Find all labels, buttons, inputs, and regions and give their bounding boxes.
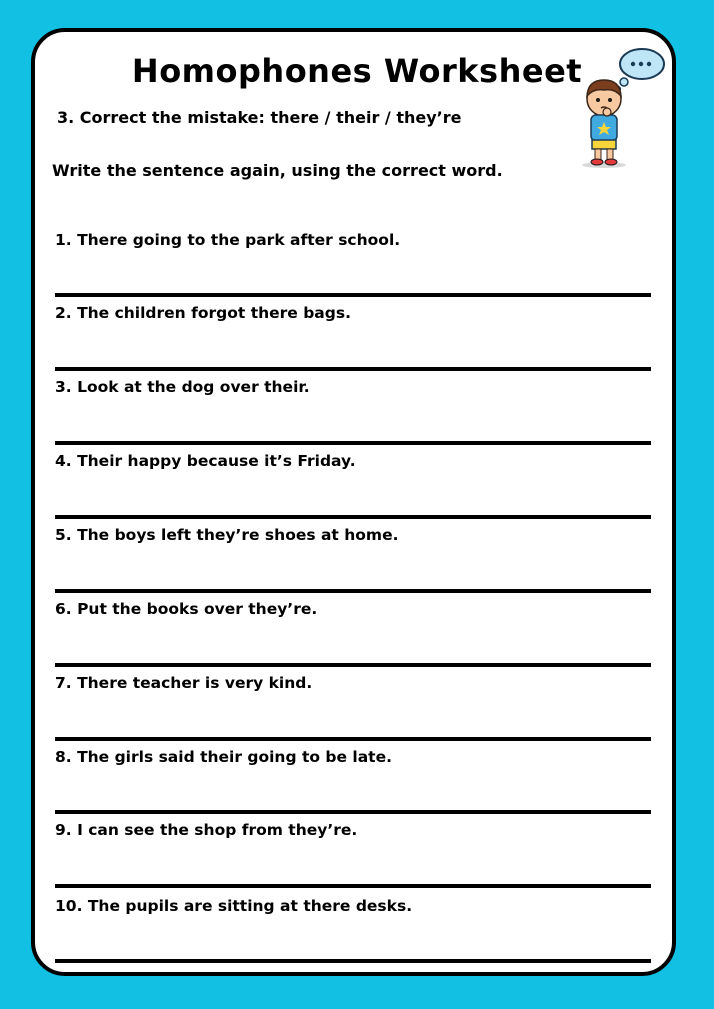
answer-line-10[interactable] <box>55 959 651 963</box>
answer-line-8[interactable] <box>55 810 651 814</box>
answer-line-7[interactable] <box>55 737 651 741</box>
thinking-boy-illustration <box>574 44 674 170</box>
thought-bubble-icon <box>616 49 665 92</box>
answer-line-1[interactable] <box>55 293 651 297</box>
question-7: 7. There teacher is very kind. <box>55 674 313 692</box>
worksheet-title: Homophones Worksheet <box>131 52 583 90</box>
section-subheading: 3. Correct the mistake: there / their / they’re <box>57 108 462 127</box>
answer-line-9[interactable] <box>55 884 651 888</box>
question-9: 9. I can see the shop from they’re. <box>55 821 358 839</box>
answer-line-6[interactable] <box>55 663 651 667</box>
answer-line-3[interactable] <box>55 441 651 445</box>
answer-line-4[interactable] <box>55 515 651 519</box>
question-10: 10. The pupils are sitting at there desks. <box>55 897 413 915</box>
instruction-text: Write the sentence again, using the correct word. <box>52 161 503 180</box>
question-2: 2. The children forgot there bags. <box>55 304 351 322</box>
question-1: 1. There going to the park after school. <box>55 231 401 249</box>
question-6: 6. Put the books over they’re. <box>55 600 318 618</box>
answer-line-5[interactable] <box>55 589 651 593</box>
question-8: 8. The girls said their going to be late. <box>55 748 392 766</box>
question-3: 3. Look at the dog over their. <box>55 378 310 396</box>
question-4: 4. Their happy because it’s Friday. <box>55 452 356 470</box>
answer-line-2[interactable] <box>55 367 651 371</box>
question-5: 5. The boys left they’re shoes at home. <box>55 526 399 544</box>
